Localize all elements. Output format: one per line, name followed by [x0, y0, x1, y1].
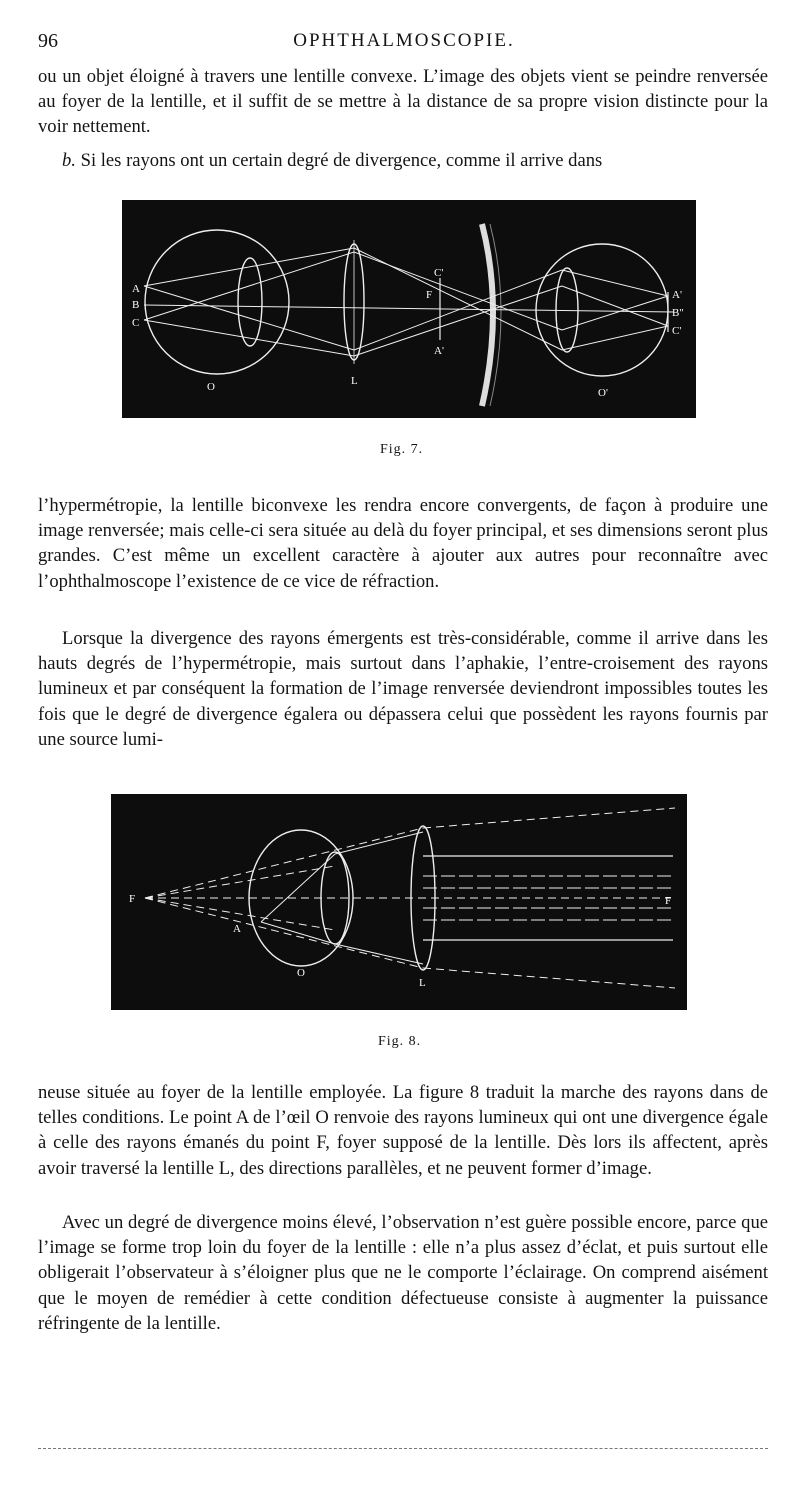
fig7-label-l: L	[351, 375, 358, 387]
fig7-label-c-right: C'	[672, 325, 682, 337]
fig7-label-b-right: B''	[672, 307, 684, 319]
fig7-label-o: O	[207, 381, 215, 393]
fig7-label-o-prime: O'	[598, 387, 608, 399]
figure-7	[122, 200, 696, 418]
figure-7-caption: Fig. 7.	[380, 442, 424, 457]
paragraph-4: Lorsque la divergence des rayons émergents est très-considérable, comme il arrive dans les hauts degrés de l’hypermétropie, mais surtout dans l’aphakie, l’entre-croisement des rayons lumineux et par conséquent la formation de l’image renversée deviendront impossibles toutes les fois que le degré de divergence égalera ou dépassera celui que possèdent les rayons fournis par une source lumi-	[38, 628, 768, 750]
fig7-label-a-prime: A'	[434, 345, 444, 357]
fig7-label-a-right: A'	[672, 289, 682, 301]
fig8-label-l: L	[419, 977, 426, 989]
page-number: 96	[38, 30, 58, 52]
paragraph-1: ou un objet éloigné à travers une lentille convexe. L’image des objets vient se peindre renversée au foyer de la lentille, et il suffit de se mettre à la distance de sa propre vision distincte pour la voir nettement.	[38, 66, 768, 138]
fig8-label-a: A	[233, 923, 241, 935]
figure-8	[111, 794, 687, 1010]
fig8-label-f-left: F	[129, 893, 136, 905]
fig8-label-f-right: F	[665, 895, 672, 907]
page-header	[38, 26, 770, 56]
fig7-label-c-prime: C'	[434, 267, 444, 279]
paragraph-2	[38, 148, 768, 173]
fig8-label-o: O	[297, 967, 305, 979]
paragraph-6: Avec un degré de divergence moins élevé, l’observation n’est guère possible encore, parce que l’image se forme trop loin du foyer de la lentille : elle n’a plus assez d’éclat, et puis surtout elle obligerait l’observateur à s’éloigner plus que ne le comporte l’éclairage. On comprend aisément que le moyen de remédier à cette condition défectueuse consiste à augmenter la puissance réfringente de la lentille.	[38, 1212, 768, 1334]
figure-7-diagram	[122, 200, 696, 418]
fig7-label-c: C	[132, 317, 140, 329]
running-title: OPHTHALMOSCOPIE.	[293, 30, 515, 51]
fig7-label-a: A	[132, 283, 140, 295]
paragraph-2-text: Si les rayons ont un certain degré de divergence, comme il arrive dans	[80, 150, 603, 171]
paragraph-5: neuse située au foyer de la lentille employée. La figure 8 traduit la marche des rayons dans de telles conditions. Le point A de l’œil O renvoie des rayons lumineux qui ont une divergence égale à celle des rayons émanés du point F, foyer supposé de la lentille. Dès lors ils affectent, après avoir traversé la lentille L, des directions parallèles, et ne peuvent former d’image.	[38, 1082, 768, 1179]
figure-8-caption: Fig. 8.	[378, 1034, 422, 1049]
paragraph-3: l’hypermétropie, la lentille biconvexe les rendra encore convergents, de façon à produire une image renversée; mais celle-ci sera située au delà du foyer principal, et ses dimensions seront plus grandes. C’est même un excellent caractère à ajouter aux autres pour reconnaître avec l’ophthalmoscope l’existence de ce vice de réfraction.	[38, 495, 768, 592]
fig7-label-b: B	[132, 299, 140, 311]
figure-8-diagram	[111, 794, 687, 1010]
footer-rule	[38, 1448, 768, 1449]
paragraph-2-label: b.	[62, 150, 76, 171]
fig7-label-f: F	[426, 289, 433, 301]
